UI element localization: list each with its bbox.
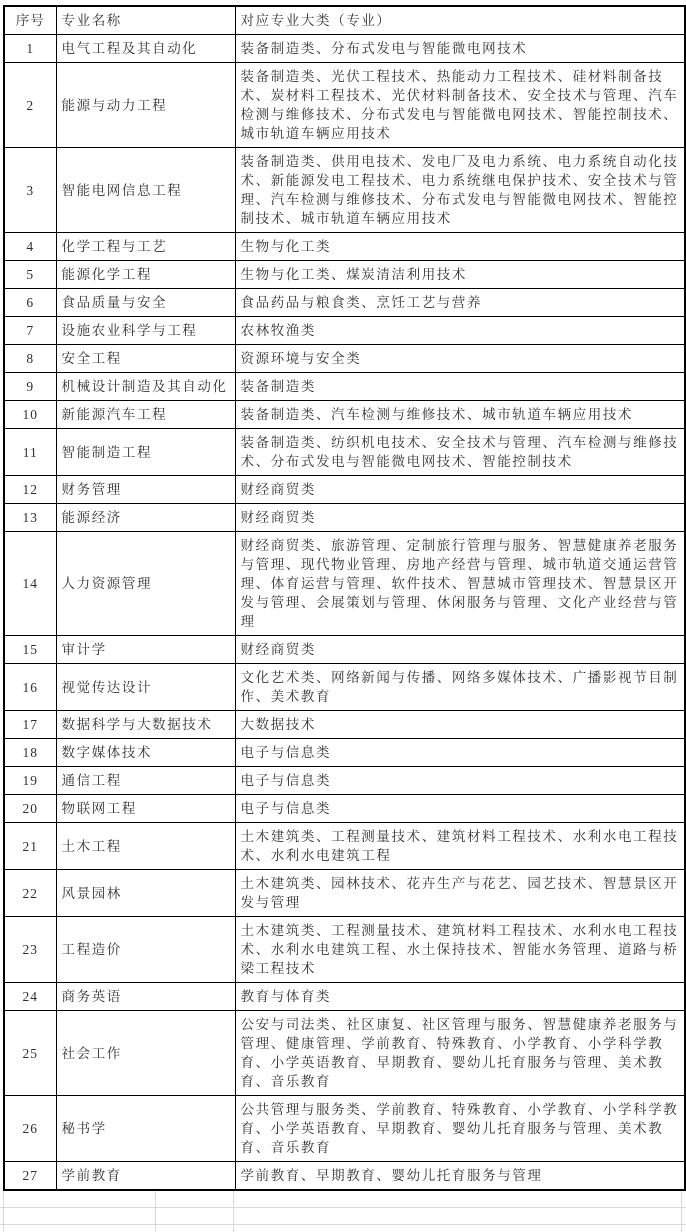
header-row (4, 6, 685, 35)
major-name-cell: 工程造价 (56, 917, 235, 983)
row-number-cell: 14 (4, 532, 56, 636)
major-name-cell: 能源化学工程 (56, 261, 235, 289)
major-name-cell: 学前教育 (56, 1162, 235, 1191)
categories-cell: 教育与体育类 (235, 983, 685, 1011)
row-number-cell: 20 (4, 795, 56, 823)
major-name-cell: 人力资源管理 (56, 532, 235, 636)
categories-cell: 大数据技术 (235, 711, 685, 739)
row-number-cell: 3 (4, 148, 56, 233)
categories-cell: 学前教育、早期教育、婴幼儿托育服务与管理 (235, 1162, 685, 1191)
major-name-cell: 通信工程 (56, 767, 235, 795)
major-name-cell: 视觉传达设计 (56, 664, 235, 711)
row-number-cell: 27 (4, 1162, 56, 1191)
major-name-cell: 设施农业科学与工程 (56, 317, 235, 345)
table-row (4, 739, 685, 767)
table-row (4, 795, 685, 823)
table-row (4, 261, 685, 289)
table-row (4, 917, 685, 983)
major-name-cell: 新能源汽车工程 (56, 401, 235, 429)
categories-cell: 资源环境与安全类 (235, 345, 685, 373)
row-number-cell: 9 (4, 373, 56, 401)
table-row (4, 767, 685, 795)
row-number-cell: 13 (4, 504, 56, 532)
categories-cell: 装备制造类、分布式发电与智能微电网技术 (235, 35, 685, 63)
categories-cell: 财经商贸类 (235, 504, 685, 532)
major-name-cell: 能源与动力工程 (56, 63, 235, 148)
row-number-cell: 24 (4, 983, 56, 1011)
categories-cell: 公共管理与服务类、学前教育、特殊教育、小学教育、小学科学教育、小学英语教育、早期教育、婴幼儿托育服务与管理、美术教育、音乐教育 (235, 1096, 685, 1162)
major-name-cell: 物联网工程 (56, 795, 235, 823)
column-header-number: 序号 (4, 6, 56, 35)
categories-cell: 电子与信息类 (235, 767, 685, 795)
table-body (4, 35, 685, 1191)
table-row (4, 870, 685, 917)
table-row (4, 233, 685, 261)
row-number-cell: 2 (4, 63, 56, 148)
row-number-cell: 25 (4, 1011, 56, 1096)
table-row (4, 476, 685, 504)
categories-cell: 装备制造类、光伏工程技术、热能动力工程技术、硅材料制备技术、炭材料工程技术、光伏材料制备技术、安全技术与管理、汽车检测与维修技术、分布式发电与智能微电网技术、智能控制技术、城市轨道车辆应用技术 (235, 63, 685, 148)
categories-cell: 文化艺术类、网络新闻与传播、网络多媒体技术、广播影视节目制作、美术教育 (235, 664, 685, 711)
table-row (4, 1096, 685, 1162)
table-row (4, 148, 685, 233)
major-name-cell: 财务管理 (56, 476, 235, 504)
categories-cell: 财经商贸类、旅游管理、定制旅行管理与服务、智慧健康养老服务与管理、现代物业管理、房地产经营与管理、城市轨道交通运营管理、体育运营与管理、软件技术、智慧城市管理技术、智慧景区开发与管理、会展策划与管理、休闲服务与管理、文化产业经营与管理 (235, 532, 685, 636)
major-name-cell: 秘书学 (56, 1096, 235, 1162)
major-name-cell: 智能电网信息工程 (56, 148, 235, 233)
major-name-cell: 审计学 (56, 636, 235, 664)
categories-cell: 财经商贸类 (235, 636, 685, 664)
major-name-cell: 智能制造工程 (56, 429, 235, 476)
table-row (4, 317, 685, 345)
row-number-cell: 22 (4, 870, 56, 917)
row-number-cell: 1 (4, 35, 56, 63)
categories-cell: 装备制造类、汽车检测与维修技术、城市轨道车辆应用技术 (235, 401, 685, 429)
row-number-cell: 23 (4, 917, 56, 983)
majors-mapping-table (3, 5, 686, 1191)
table-row (4, 1011, 685, 1096)
row-number-cell: 5 (4, 261, 56, 289)
table-row (4, 345, 685, 373)
table-row (4, 664, 685, 711)
row-number-cell: 11 (4, 429, 56, 476)
table-row (4, 289, 685, 317)
row-number-cell: 15 (4, 636, 56, 664)
table-row (4, 401, 685, 429)
categories-cell: 土木建筑类、工程测量技术、建筑材料工程技术、水利水电工程技术、水利水电建筑工程、水土保持技术、智能水务管理、道路与桥梁工程技术 (235, 917, 685, 983)
categories-cell: 土木建筑类、工程测量技术、建筑材料工程技术、水利水电工程技术、水利水电建筑工程 (235, 823, 685, 870)
table-row (4, 504, 685, 532)
row-number-cell: 6 (4, 289, 56, 317)
row-number-cell: 7 (4, 317, 56, 345)
table-row (4, 532, 685, 636)
row-number-cell: 8 (4, 345, 56, 373)
row-number-cell: 19 (4, 767, 56, 795)
row-number-cell: 18 (4, 739, 56, 767)
categories-cell: 食品药品与粮食类、烹饪工艺与营养 (235, 289, 685, 317)
categories-cell: 装备制造类、纺织机电技术、安全技术与管理、汽车检测与维修技术、分布式发电与智能微电网技术、智能控制技术 (235, 429, 685, 476)
major-name-cell: 电气工程及其自动化 (56, 35, 235, 63)
categories-cell: 农林牧渔类 (235, 317, 685, 345)
major-name-cell: 社会工作 (56, 1011, 235, 1096)
table-row (4, 1162, 685, 1191)
table-row (4, 823, 685, 870)
row-number-cell: 12 (4, 476, 56, 504)
categories-cell: 电子与信息类 (235, 739, 685, 767)
faint-gridline-horizontal (0, 1207, 686, 1208)
categories-cell: 财经商贸类 (235, 476, 685, 504)
row-number-cell: 10 (4, 401, 56, 429)
table-row (4, 983, 685, 1011)
major-name-cell: 能源经济 (56, 504, 235, 532)
categories-cell: 公安与司法类、社区康复、社区管理与服务、智慧健康养老服务与管理、健康管理、学前教育、特殊教育、小学教育、小学科学教育、小学英语教育、早期教育、婴幼儿托育服务与管理、美术教育、音乐教育 (235, 1011, 685, 1096)
faint-gridline-horizontal (0, 1224, 686, 1225)
row-number-cell: 26 (4, 1096, 56, 1162)
major-name-cell: 机械设计制造及其自动化 (56, 373, 235, 401)
categories-cell: 生物与化工类、煤炭清洁利用技术 (235, 261, 685, 289)
categories-cell: 土木建筑类、园林技术、花卉生产与花艺、园艺技术、智慧景区开发与管理 (235, 870, 685, 917)
categories-cell: 装备制造类 (235, 373, 685, 401)
table-row (4, 711, 685, 739)
column-header-major-name: 专业名称 (56, 6, 235, 35)
row-number-cell: 17 (4, 711, 56, 739)
major-name-cell: 食品质量与安全 (56, 289, 235, 317)
table-row (4, 636, 685, 664)
major-name-cell: 商务英语 (56, 983, 235, 1011)
table-row (4, 63, 685, 148)
major-name-cell: 安全工程 (56, 345, 235, 373)
row-number-cell: 21 (4, 823, 56, 870)
categories-cell: 装备制造类、供用电技术、发电厂及电力系统、电力系统自动化技术、新能源发电工程技术、电力系统继电保护技术、安全技术与管理、汽车检测与维修技术、分布式发电与智能微电网技术、智能控制技术、城市轨道车辆应用技术 (235, 148, 685, 233)
row-number-cell: 4 (4, 233, 56, 261)
column-header-categories: 对应专业大类（专业） (235, 6, 685, 35)
table-row (4, 35, 685, 63)
categories-cell: 生物与化工类 (235, 233, 685, 261)
major-name-cell: 化学工程与工艺 (56, 233, 235, 261)
major-name-cell: 土木工程 (56, 823, 235, 870)
table-row (4, 429, 685, 476)
table-row (4, 373, 685, 401)
row-number-cell: 16 (4, 664, 56, 711)
categories-cell: 电子与信息类 (235, 795, 685, 823)
major-name-cell: 风景园林 (56, 870, 235, 917)
major-name-cell: 数字媒体技术 (56, 739, 235, 767)
major-name-cell: 数据科学与大数据技术 (56, 711, 235, 739)
